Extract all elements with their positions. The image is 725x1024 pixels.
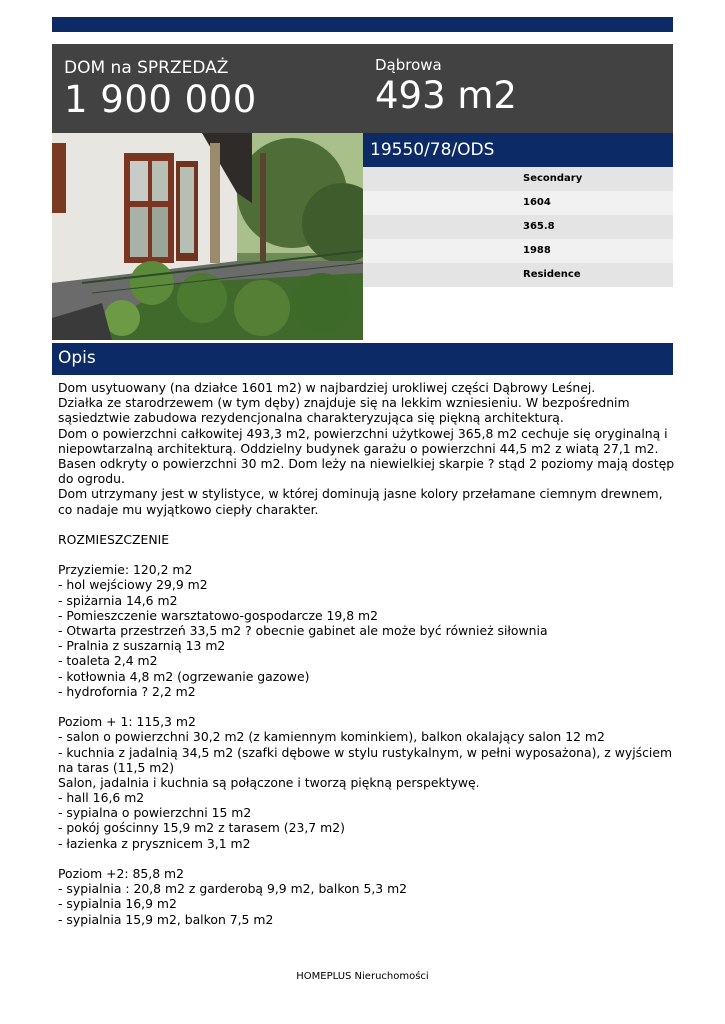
description-line: Dom o powierzchni całkowitej 493,3 m2, powierzchni użytkowej 365,8 m2 cechuje się oryginalną i bbox=[58, 425, 668, 441]
description-line: - Pralnia z suszarnią 13 m2 bbox=[58, 638, 226, 654]
description-line: co nadaje mu wyjątkowo ciepły charakter. bbox=[58, 501, 319, 517]
description-line: - łazienka z prysznicem 3,1 m2 bbox=[58, 835, 251, 851]
description-line: - sypialnia : 20,8 m2 z garderobą 9,9 m2, balkon 5,3 m2 bbox=[58, 881, 408, 897]
description-line: - sypialnia 15,9 m2, balkon 7,5 m2 bbox=[58, 911, 274, 927]
listing-type: DOM na SPRZEDAŻ bbox=[64, 58, 229, 78]
property-market: Secondary bbox=[363, 167, 673, 191]
description-line: ROZMIESZCZENIE bbox=[58, 531, 170, 547]
reference-bar bbox=[363, 133, 673, 167]
description-section-header bbox=[52, 343, 673, 375]
description-line: Działka ze starodrzewem (w tym dęby) znajduje się na lekkim wzniesieniu. W bezpośrednim bbox=[58, 395, 630, 411]
property-photo bbox=[52, 133, 363, 340]
description-line: - kuchnia z jadalnią 34,5 m2 (szafki dębowe w stylu rustykalnym, w pełni wyposażona), z wyjściem bbox=[58, 744, 673, 760]
description-line: - kotłownia 4,8 m2 (ogrzewanie gazowe) bbox=[58, 668, 310, 684]
description-line: - hol wejściowy 29,9 m2 bbox=[58, 577, 208, 593]
listing-price: 1 900 000 bbox=[64, 78, 257, 121]
listing-header bbox=[52, 44, 673, 133]
property-details-table bbox=[363, 167, 673, 287]
description-line: Basen odkryty o powierzchni 30 m2. Dom leży na niewielkiej skarpie ? stąd 2 poziomy mają dostęp bbox=[58, 455, 675, 471]
description-line: - sypialnia 16,9 m2 bbox=[58, 896, 177, 912]
property-kind: Residence bbox=[363, 263, 673, 287]
description-line: - Otwarta przestrzeń 33,5 m2 ? obecnie gabinet ale może być również siłownia bbox=[58, 623, 548, 638]
reference-number: 19550/78/ODS bbox=[370, 140, 495, 160]
property-plot: 1604 bbox=[363, 191, 673, 215]
description-line: - toaleta 2,4 m2 bbox=[58, 653, 158, 669]
description-line: Poziom +2: 85,8 m2 bbox=[58, 866, 185, 881]
description-line: sąsiedztwie zabudowa rezydencjonalna charakteryzująca się piękną architekturą. bbox=[58, 410, 564, 426]
description-line: - spiżarnia 14,6 m2 bbox=[58, 592, 178, 608]
description-line: do ogrodu. bbox=[58, 471, 125, 487]
description-line: Przyziemie: 120,2 m2 bbox=[58, 562, 193, 578]
footer-agency: HOMEPLUS Nieruchomości bbox=[296, 971, 429, 982]
description-line: - sypialna o powierzchni 15 m2 bbox=[58, 805, 252, 821]
description-line bbox=[58, 547, 673, 562]
description-line: na taras (11,5 m2) bbox=[58, 759, 175, 775]
description-line: Salon, jadalnia i kuchnia są połączone i tworzą piękną perspektywę. bbox=[58, 774, 480, 790]
description-line: Poziom + 1: 115,3 m2 bbox=[58, 714, 196, 730]
section-title: Opis bbox=[58, 348, 96, 368]
description-line bbox=[58, 699, 673, 714]
property-usable-area: 365.8 bbox=[363, 215, 673, 239]
description-line: - pokój gościnny 15,9 m2 z tarasem (23,7 m2) bbox=[58, 820, 345, 836]
description-line bbox=[58, 517, 673, 532]
description-line: - hall 16,6 m2 bbox=[58, 790, 145, 806]
description-line: - salon o powierzchni 30,2 m2 (z kamiennym kominkiem), balkon okalający salon 12 m2 bbox=[58, 729, 605, 745]
listing-city: Dąbrowa bbox=[375, 56, 442, 74]
description-text bbox=[58, 380, 673, 927]
description-line: niepowtarzalną architekturą. Oddzielny budynek garażu o powierzchni 44,5 m2 z wiatą 27,1 m2. bbox=[58, 440, 659, 456]
description-line: - hydrofornia ? 2,2 m2 bbox=[58, 683, 196, 699]
description-line bbox=[58, 851, 673, 866]
description-line: Dom utrzymany jest w stylistyce, w której dominują jasne kolory przełamane ciemnym drewnem, bbox=[58, 486, 663, 502]
description-line: - Pomieszczenie warsztatowo-gospodarcze 19,8 m2 bbox=[58, 607, 378, 623]
top-accent-bar bbox=[52, 17, 673, 32]
description-line: Dom usytuowany (na działce 1601 m2) w najbardziej urokliwej części Dąbrowy Leśnej. bbox=[58, 380, 596, 395]
listing-area: 493 m2 bbox=[375, 74, 517, 117]
property-year: 1988 bbox=[363, 239, 673, 263]
